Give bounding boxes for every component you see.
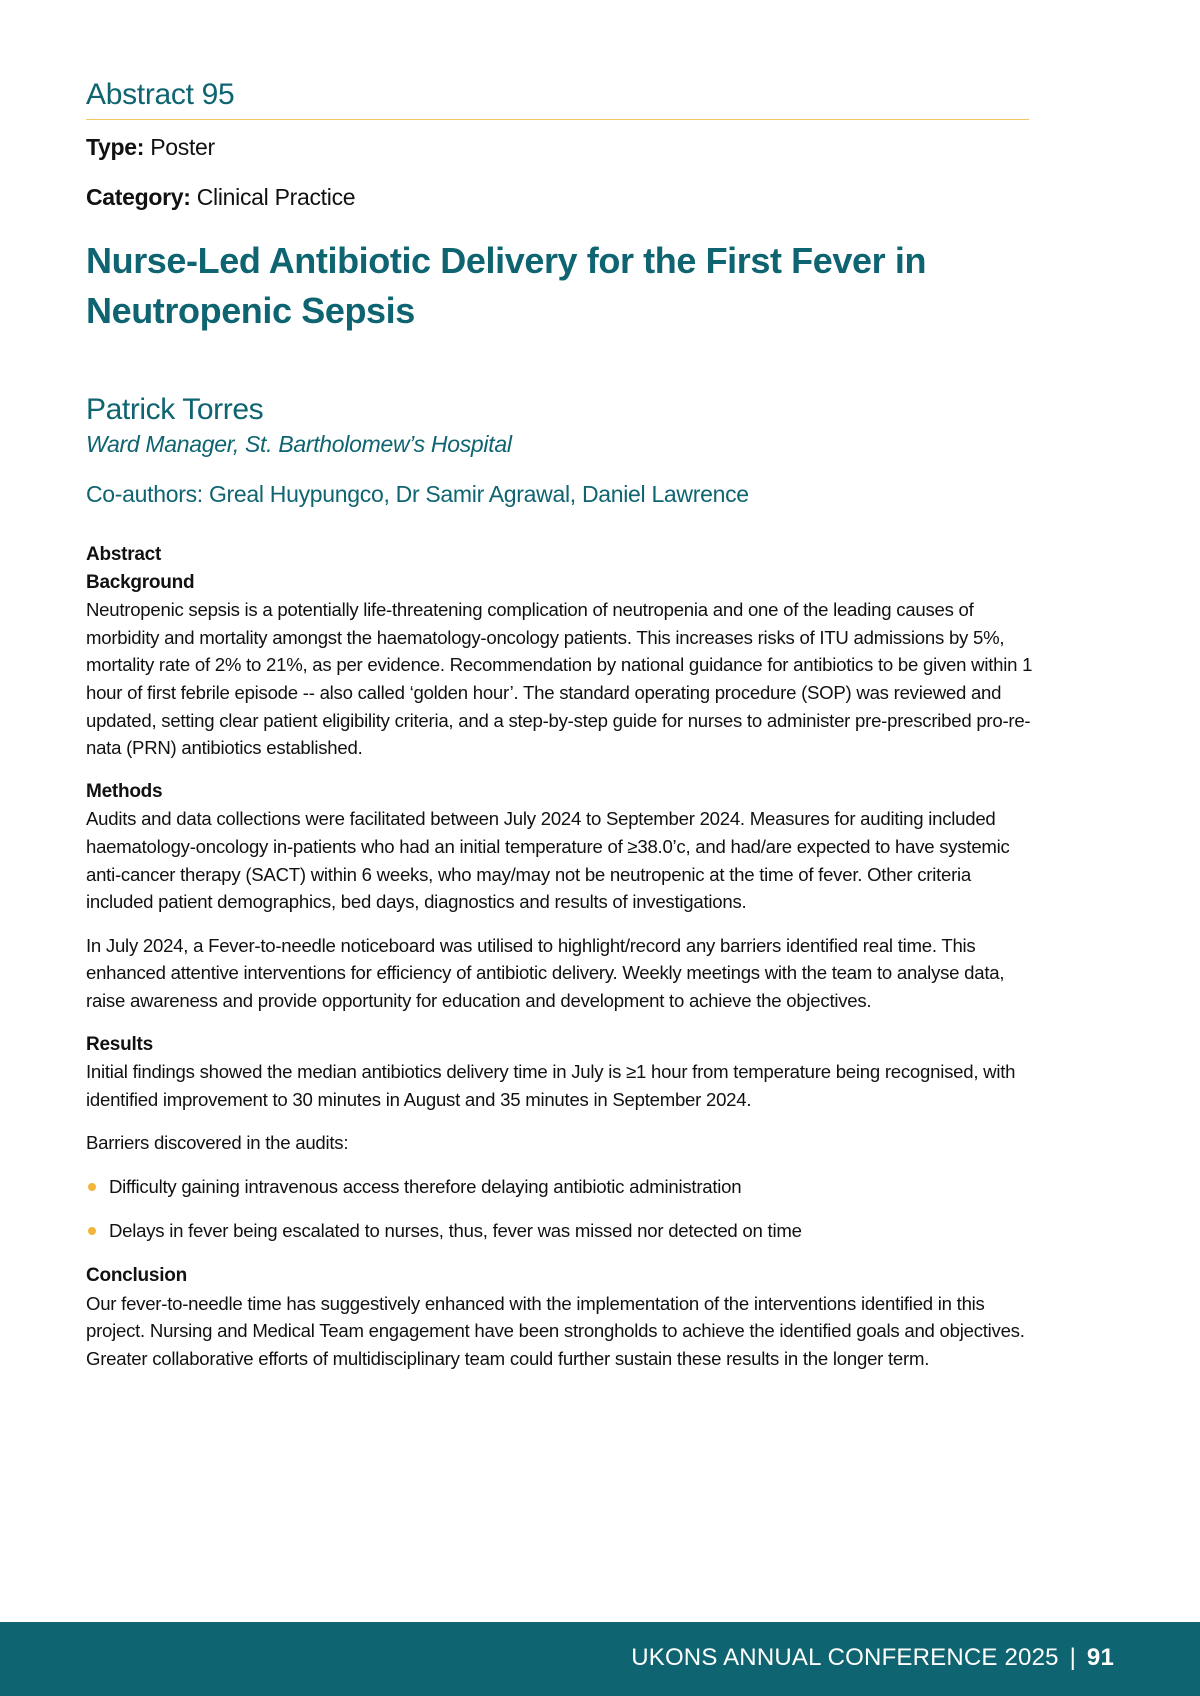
abstract-title: Nurse-Led Antibiotic Delivery for the First Fever in Neutropenic Sepsis bbox=[86, 240, 927, 331]
background-heading: Background bbox=[86, 571, 195, 593]
bullet-icon bbox=[88, 1183, 96, 1191]
list-item bbox=[86, 1217, 1036, 1245]
barriers-list bbox=[86, 1173, 1036, 1245]
type-label: Type: bbox=[86, 134, 145, 160]
footer-text bbox=[631, 1644, 1114, 1672]
methods-paragraph: Audits and data collections were facilitated between July 2024 to September 2024. Measures for auditing included haematology-oncology in-patients who had an initial temperature of ≥38.0’c, and had/are expected to have systemic anti-cancer therapy (SACT) within 6 weeks, who may/may not be neutropenic at the time of fever. Other criteria included patient demographics, bed days, diagnostics and results of investigations. bbox=[86, 808, 1010, 913]
methods-heading: Methods bbox=[86, 780, 163, 802]
category-label: Category: bbox=[86, 184, 191, 210]
type-value: Poster bbox=[150, 134, 215, 160]
header-divider bbox=[86, 119, 1029, 120]
coauthors: Co-authors: Greal Huypungco, Dr Samir Agrawal, Daniel Lawrence bbox=[86, 481, 749, 507]
abstract-heading: Abstract bbox=[86, 544, 162, 565]
conference-name: UKONS ANNUAL CONFERENCE 2025 bbox=[631, 1644, 1059, 1671]
results-heading: Results bbox=[86, 1033, 153, 1055]
footer-separator: | bbox=[1069, 1644, 1077, 1671]
conclusion-text: Our fever-to-needle time has suggestively enhanced with the implementation of the interventions identified in this project. Nursing and Medical Team engagement have been strongholds to achieve the identified goals and objectives. Greater collaborative efforts of multidisciplinary team could further sustain these results in the longer term. bbox=[86, 1292, 1025, 1369]
conclusion-heading: Conclusion bbox=[86, 1265, 187, 1287]
list-item bbox=[86, 1173, 1036, 1201]
background-text: Neutropenic sepsis is a potentially life-threatening complication of neutropenia and one of the leading causes of morbidity and mortality amongst the haematology-oncology patients. This increases risks of ITU admissions by 5%, mortality rate of 2% to 21%, as per evidence. Recommendation by national guidance for antibiotics to be given within 1 hour of first febrile episode -- also called ‘golden hour’. The standard operating procedure (SOP) was reviewed and updated, setting clear patient eligibility criteria, and a step-by-step guide for nurses to administer pre-prescribed pro-re-nata (PRN) antibiotics established. bbox=[86, 599, 1033, 759]
methods-paragraph: In July 2024, a Fever-to-needle noticeboard was utilised to highlight/record any barriers identified real time. This enhanced attentive interventions for efficiency of antibiotic delivery. Weekly meetings with the team to analyse data, raise awareness and provide opportunity for education and development to achieve the objectives. bbox=[86, 934, 1005, 1011]
author-name: Patrick Torres bbox=[86, 393, 264, 426]
barrier-text: Delays in fever being escalated to nurses, thus, fever was missed nor detected on time bbox=[109, 1220, 802, 1242]
barrier-text: Difficulty gaining intravenous access therefore delaying antibiotic administration bbox=[109, 1175, 742, 1197]
page-number: 91 bbox=[1086, 1644, 1114, 1671]
author-role: Ward Manager, St. Bartholomew’s Hospital bbox=[86, 431, 512, 457]
abstract-category bbox=[86, 184, 355, 211]
abstract-type bbox=[86, 134, 215, 161]
abstract-body bbox=[86, 541, 1036, 1372]
bullet-icon bbox=[88, 1227, 96, 1235]
category-value: Clinical Practice bbox=[196, 184, 356, 210]
page-footer bbox=[0, 1622, 1200, 1696]
results-text: Initial findings showed the median antibiotics delivery time in July is ≥1 hour from temperature being recognised, with identified improvement to 30 minutes in August and 35 minutes in September 2024. bbox=[86, 1061, 1016, 1110]
abstract-number: Abstract 95 bbox=[86, 78, 235, 111]
barriers-intro: Barriers discovered in the audits: bbox=[86, 1132, 349, 1154]
